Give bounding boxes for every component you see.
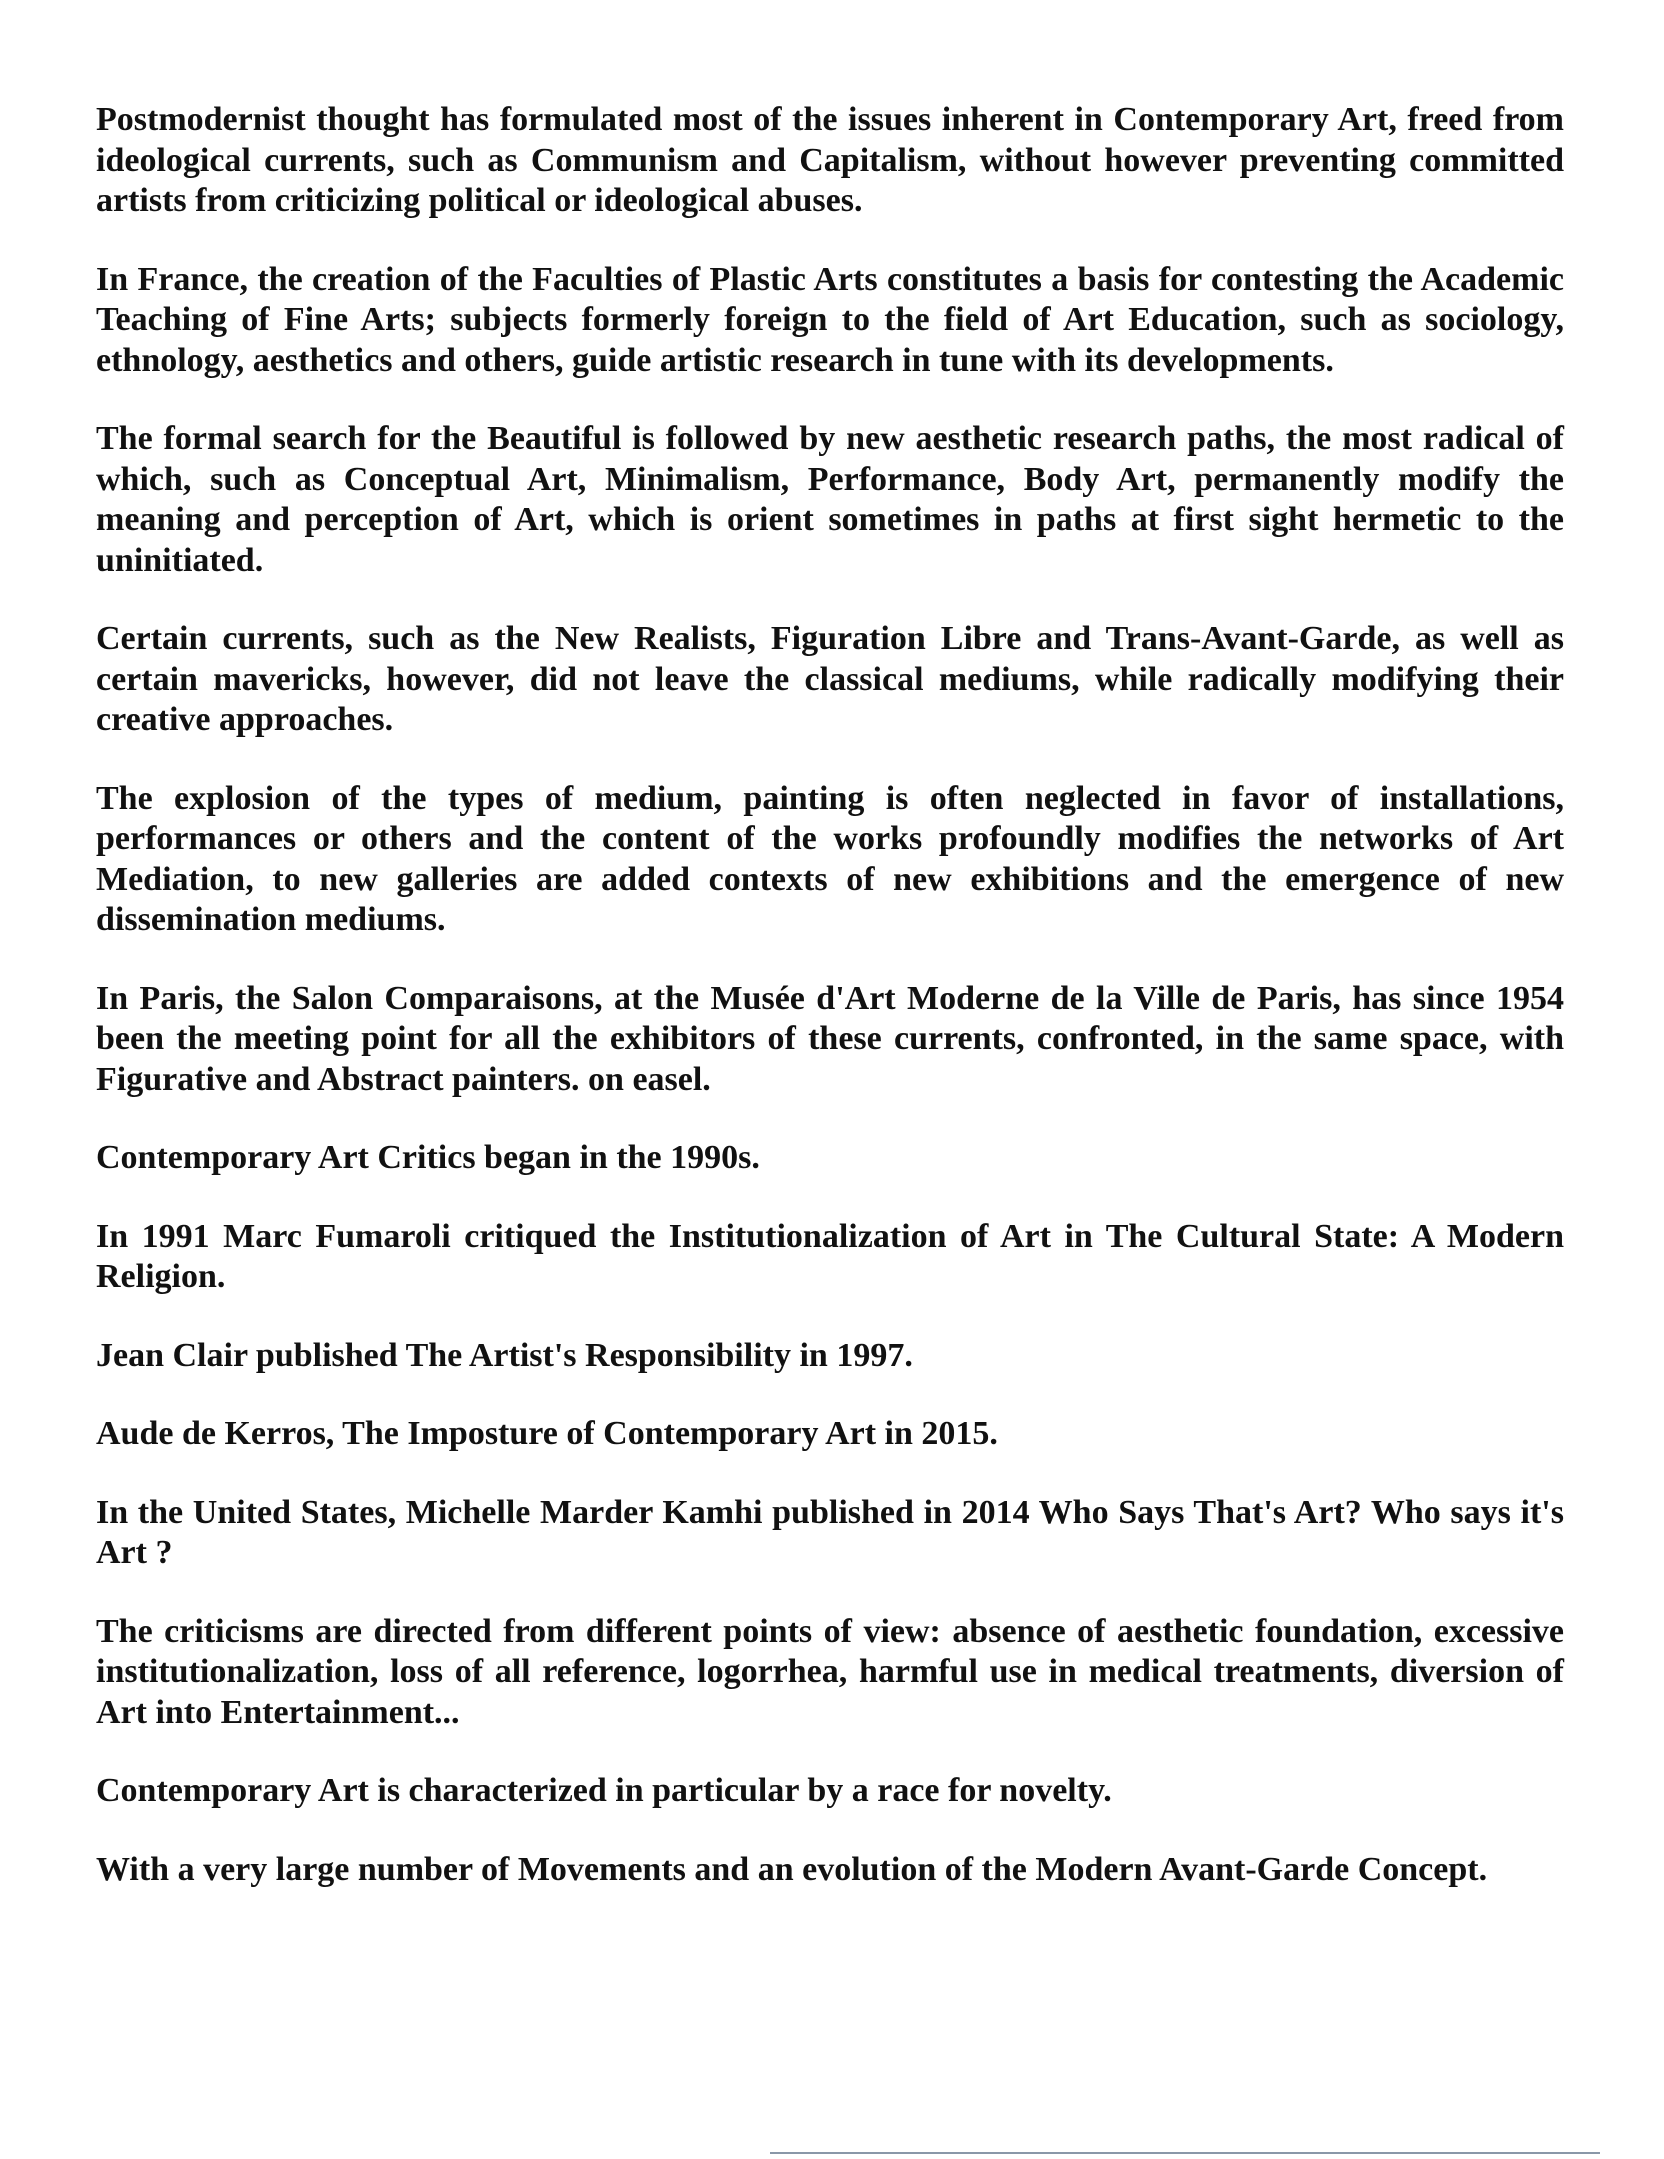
document-page (96, 100, 1564, 1928)
paragraph-kamhi: In the United States, Michelle Marder Kamhi published in 2014 Who Says That's Art? Who says it's Art ? (96, 1493, 1564, 1571)
bottom-scan-line (770, 2152, 1600, 2154)
paragraph-formal-search: The formal search for the Beautiful is followed by new aesthetic research paths, the most radical of which, such as Conceptual Art, Minimalism, Performance, Body Art, permanently modify the meaning and perception of Art, which is orient sometimes in paths at first sight hermetic to the uninitiated. (96, 420, 1564, 579)
paragraph-fumaroli: In 1991 Marc Fumaroli critiqued the Institutionalization of Art in The Cultural State: A Modern Religion. (96, 1217, 1564, 1295)
paragraph-salon-comparaisons: In Paris, the Salon Comparaisons, at the Musée d'Art Moderne de la Ville de Paris, has since 1954 been the meeting point for all the exhibitors of these currents, confronted, in the same space, with Figurative and Abstract painters. on easel. (96, 979, 1564, 1098)
paragraph-movements: With a very large number of Movements and an evolution of the Modern Avant-Garde Concept. (96, 1850, 1488, 1888)
paragraph-critics-1990s: Contemporary Art Critics began in the 1990s. (96, 1139, 760, 1176)
paragraph-aude-de-kerros: Aude de Kerros, The Imposture of Contemporary Art in 2015. (96, 1415, 998, 1452)
paragraph-explosion-medium: The explosion of the types of medium, painting is often neglected in favor of installations, performances or others and the content of the works profoundly modifies the networks of Art Mediation, to new galleries are added contexts of new exhibitions and the emergence of new dissemination mediums. (96, 779, 1564, 938)
paragraph-criticisms: The criticisms are directed from different points of view: absence of aesthetic foundation, excessive institutionalization, loss of all reference, logorrhea, harmful use in medical treatments, diversion of Art into Entertainment... (96, 1612, 1564, 1731)
paragraph-certain-currents: Certain currents, such as the New Realists, Figuration Libre and Trans-Avant-Garde, as well as certain mavericks, however, did not leave the classical mediums, while radically modifying their creative approaches. (96, 620, 1564, 738)
paragraph-race-for-novelty: Contemporary Art is characterized in particular by a race for novelty. (96, 1772, 1112, 1809)
paragraph-france-faculties: In France, the creation of the Faculties of Plastic Arts constitutes a basis for contesting the Academic Teaching of Fine Arts; subjects formerly foreign to the field of Art Education, such as sociology, ethnology, aesthetics and others, guide artistic research in tune with its developments. (96, 260, 1564, 379)
paragraph-jean-clair: Jean Clair published The Artist's Responsibility in 1997. (96, 1336, 913, 1374)
paragraph-postmodernist: Postmodernist thought has formulated most of the issues inherent in Contemporary Art, freed from ideological currents, such as Communism and Capitalism, without however preventing committed artists from criticizing political or ideological abuses. (96, 101, 1564, 219)
